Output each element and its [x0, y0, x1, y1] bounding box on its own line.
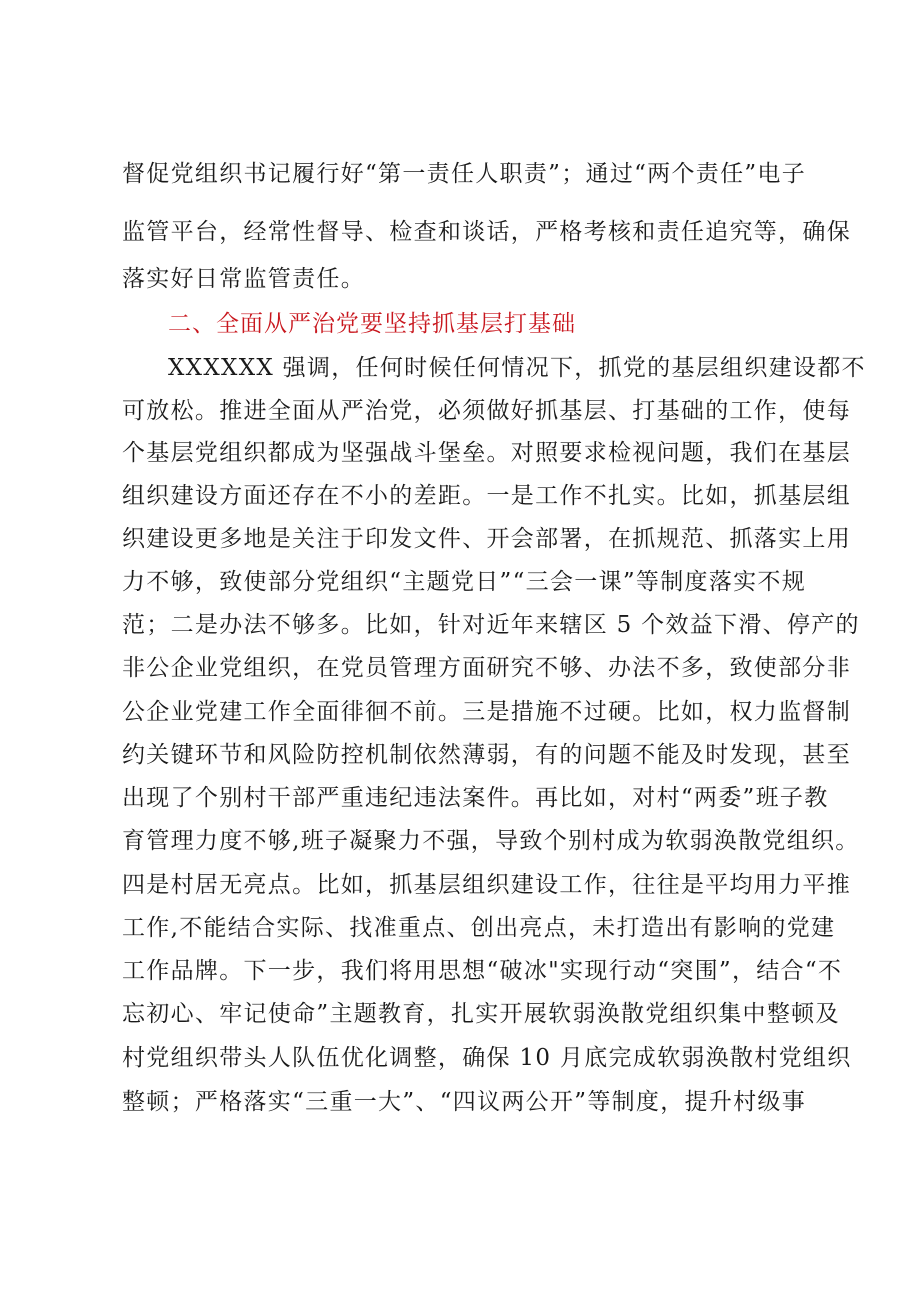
- paragraph-line: 工作品牌。下一步，我们将用思想“破冰"实现行动“突围”，结合“不: [122, 958, 843, 984]
- paragraph-line: 工作,不能结合实际、找准重点、创出亮点，未打造出有影响的党建: [122, 915, 836, 941]
- paragraph-line: 忘初心、牢记使命”主题教育，扎实开展软弱涣散党组织集中整顿及: [122, 1001, 840, 1027]
- paragraph-line: 约关键环节和风险防控机制依然薄弱，有的问题不能及时发现，甚至: [122, 742, 851, 768]
- paragraph-line: 四是村居无亮点。比如，抓基层组织建设工作，往往是平均用力平推: [122, 872, 851, 898]
- paragraph-line: 监管平台，经常性督导、检查和谈话，严格考核和责任追究等，确保: [122, 219, 851, 245]
- paragraph-line: 织建设更多地是关注于印发文件、开会部署，在抓规范、抓落实上用: [122, 526, 851, 552]
- paragraph-line: 可放松。推进全面从严治党，必须做好抓基层、打基础的工作，使每: [122, 398, 851, 424]
- paragraph-line: 育管理力度不够,班子凝聚力不强，导致个别村成为软弱涣散党组织。: [122, 828, 860, 854]
- paragraph-line: 村党组织带头人队伍优化调整，确保 10 月底完成软弱涣散村党组织: [122, 1045, 852, 1071]
- paragraph-line: XXXXXX 强调，任何时候任何情况下，抓党的基层组织建设都不: [168, 355, 866, 381]
- paragraph-line: 出现了个别村干部严重违纪违法案件。再比如，对村“两委”班子教: [122, 785, 829, 811]
- paragraph-line: 公企业党建工作全面徘徊不前。三是措施不过硬。比如，权力监督制: [122, 699, 851, 725]
- paragraph-line: 整顿；严格落实“三重一大”、“四议两公开”等制度，提升村级事: [122, 1089, 807, 1115]
- paragraph-line: 非公企业党组织，在党员管理方面研究不够、办法不多，致使部分非: [122, 655, 851, 681]
- paragraph-line: 组织建设方面还存在不小的差距。一是工作不扎实。比如，抓基层组: [122, 483, 851, 509]
- section-heading: 二、全面从严治党要坚持抓基层打基础: [168, 311, 576, 337]
- paragraph-line: 力不够，致使部分党组织“主题党日”“三会一课”等制度落实不规: [122, 569, 807, 595]
- paragraph-line: 督促党组织书记履行好“第一责任人职责”；通过“两个责任”电子: [122, 161, 807, 187]
- paragraph-line: 个基层党组织都成为坚强战斗堡垒。对照要求检视问题，我们在基层: [122, 440, 851, 466]
- paragraph-line: 落实好日常监管责任。: [122, 266, 365, 292]
- paragraph-line: 范；二是办法不够多。比如，针对近年来辖区 5 个效益下滑、停产的: [122, 612, 860, 638]
